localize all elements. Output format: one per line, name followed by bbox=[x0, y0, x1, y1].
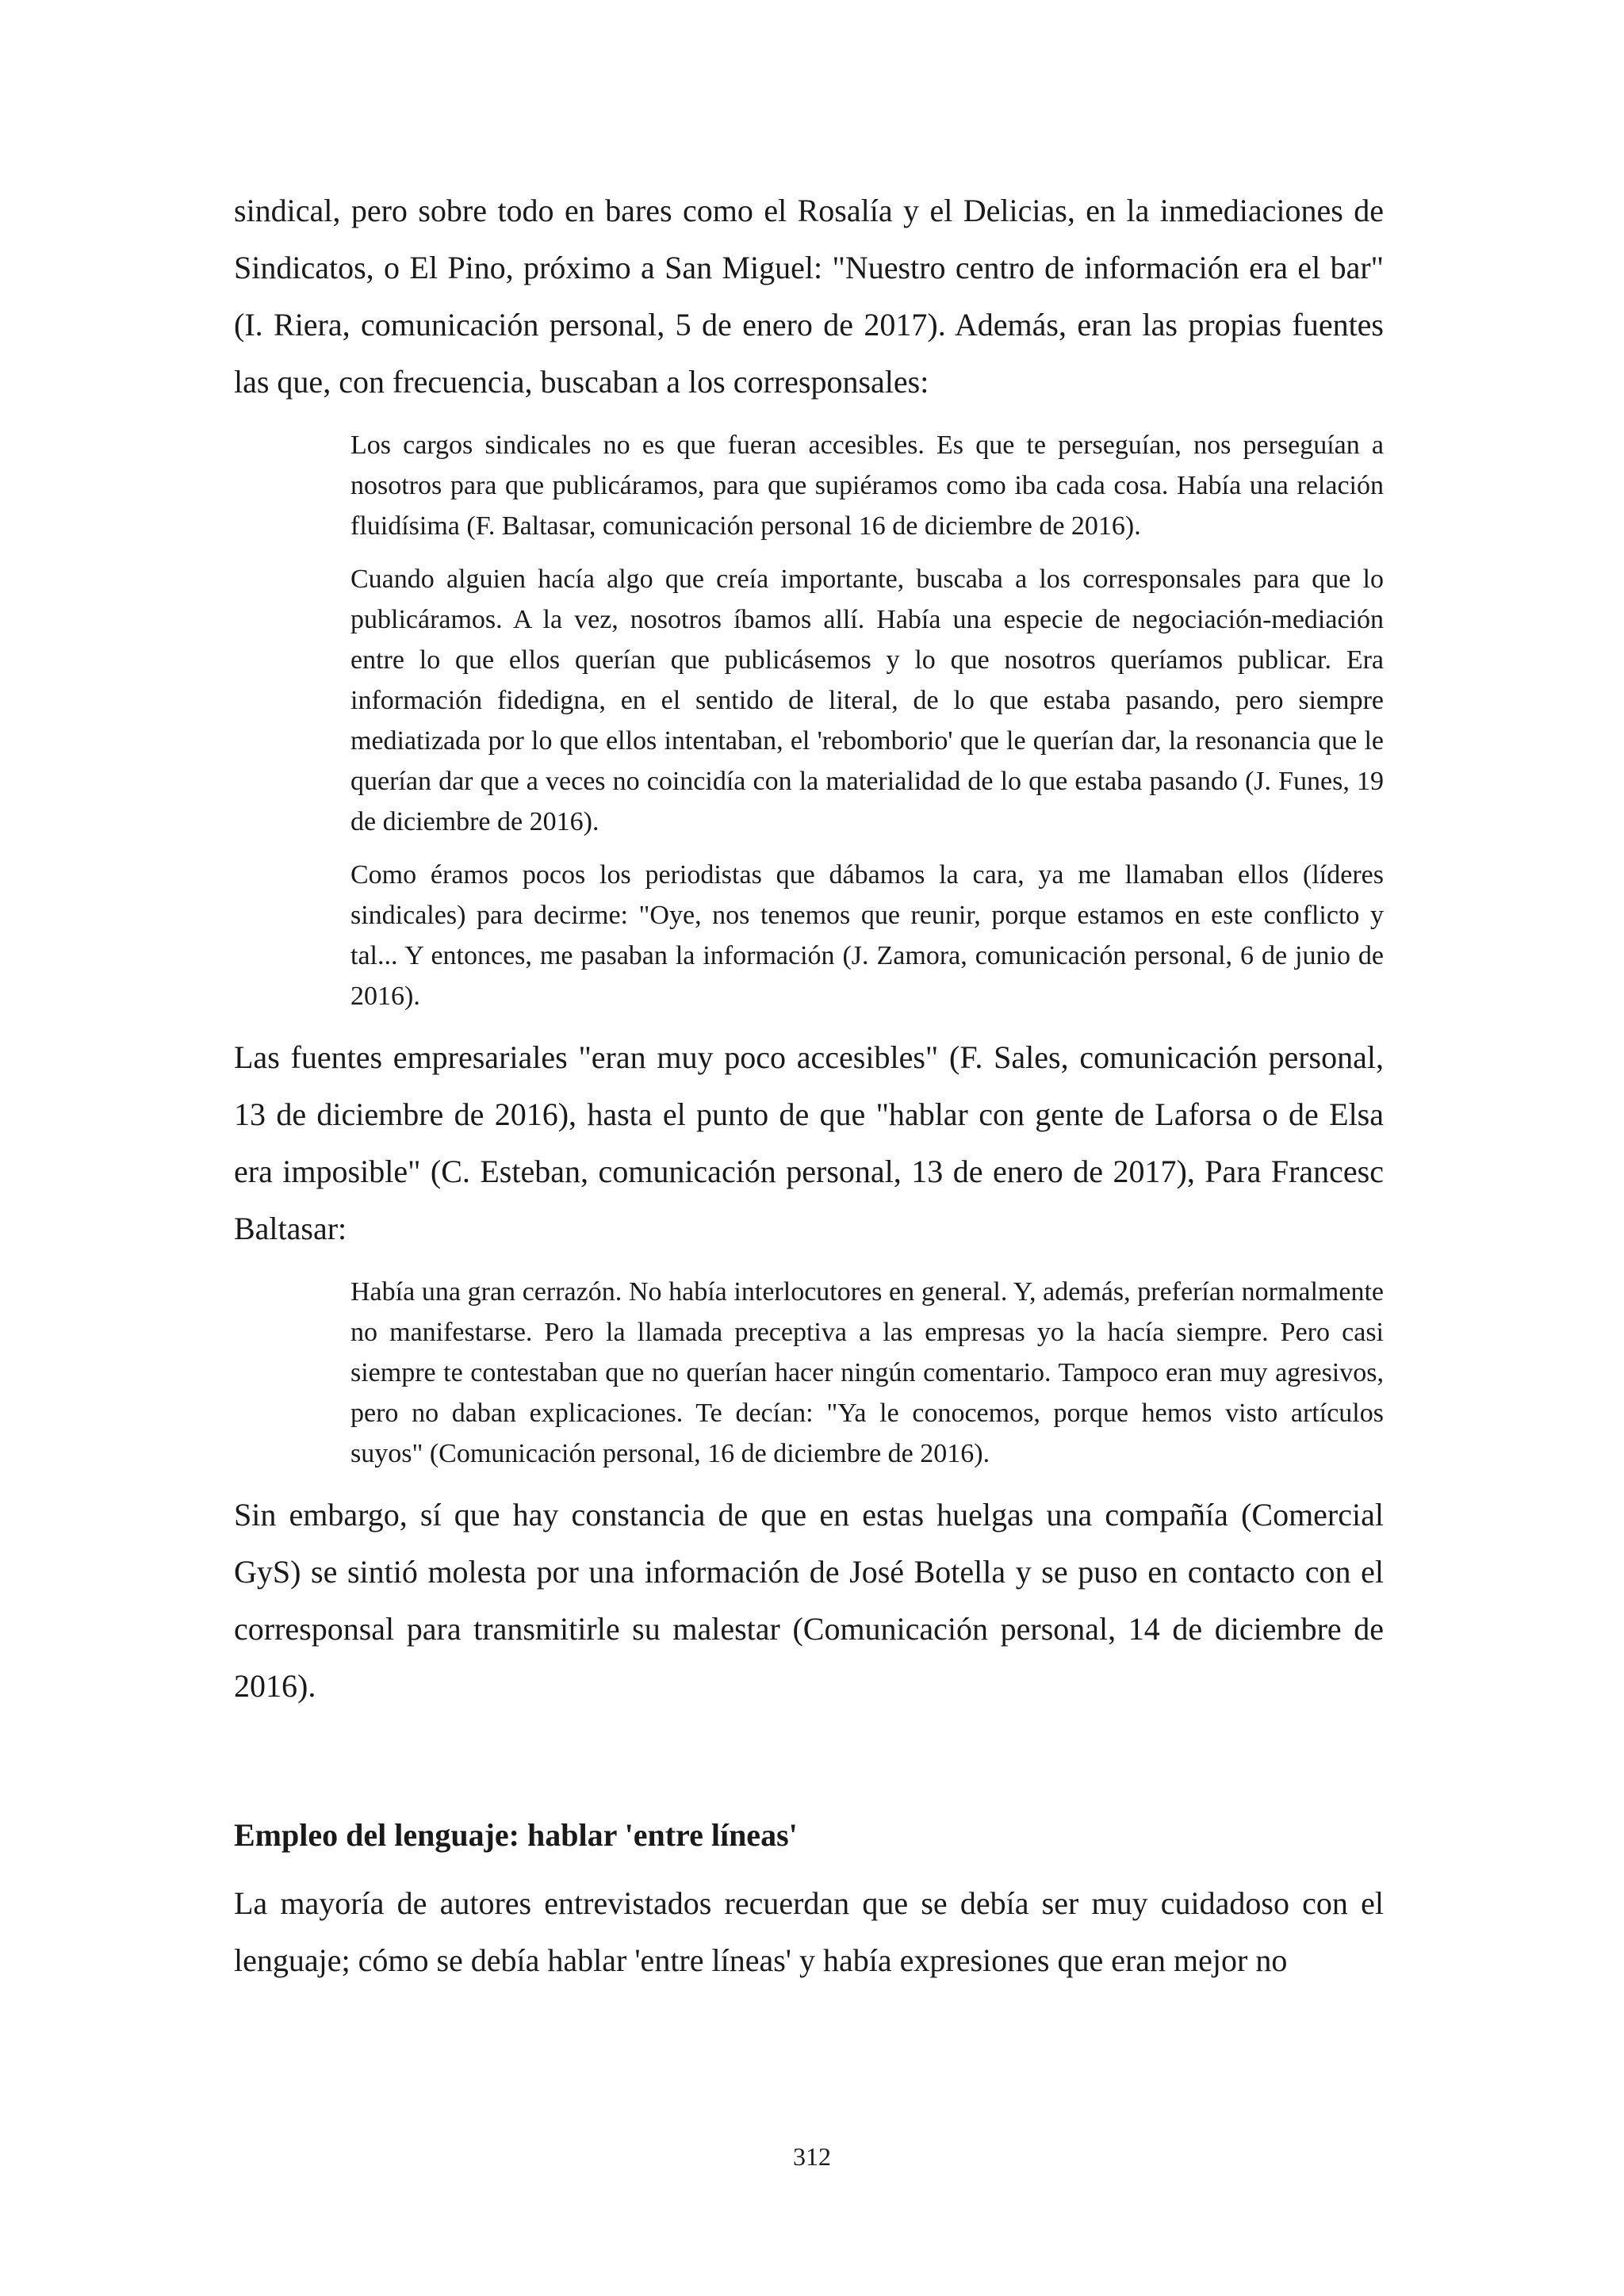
paragraph-sindical: sindical, pero sobre todo en bares como el Rosalía y el Delicias, en la inmediaciones de Sindicatos, o El Pino, próximo a San Miguel: "Nuestro centro de información era el bar" (I. Riera, comunicación personal, 5 de enero de 2017). Además, eran las propias fuentes las que, con frecuencia, buscaban a los corresponsales: bbox=[234, 193, 1384, 400]
section-heading: Empleo del lenguaje: hablar 'entre líneas' bbox=[234, 1817, 798, 1853]
page-number: 312 bbox=[793, 2142, 831, 2171]
page-content bbox=[234, 182, 1384, 1989]
quote-funes: Cuando alguien hacía algo que creía importante, buscaba a los corresponsales para que lo publicáramos. A la vez, nosotros íbamos allí. Había una especie de negociación-mediación entre lo que ellos querían que publicásemos y lo que nosotros queríamos publicar. Era información fidedigna, en el sentido de literal, de lo que estaba pasando, pero siempre mediatizada por lo que ellos intentaban, el 'rebomborio' que le querían dar, la resonancia que le querían dar que a veces no coincidía con la materialidad de lo que estaba pasando (J. Funes, 19 de diciembre de 2016). bbox=[350, 564, 1384, 836]
block-quote-sindicales bbox=[350, 425, 1384, 1016]
paragraph-fuentes-empresariales: Las fuentes empresariales "eran muy poco accesibles" (F. Sales, comunicación personal, 13 de diciembre de 2016), hasta el punto de que "hablar con gente de Laforsa o de Elsa era imposible" (C. Esteban, comunicación personal, 13 de enero de 2017), Para Francesc Baltasar: bbox=[234, 1039, 1384, 1246]
block-quote-empresas bbox=[350, 1272, 1384, 1474]
paragraph-lenguaje: La mayoría de autores entrevistados recuerdan que se debía ser muy cuidadoso con el lenguaje; cómo se debía hablar 'entre líneas' y había expresiones que eran mejor no bbox=[234, 1885, 1384, 1978]
quote-baltasar-empresas: Había una gran cerrazón. No había interlocutores en general. Y, además, preferían normalmente no manifestarse. Pero la llamada preceptiva a las empresas yo la hacía siempre. Pero casi siempre te contestaban que no querían hacer ningún comentario. Tampoco eran muy agresivos, pero no daban explicaciones. Te decían: "Ya le conocemos, porque hemos visto artículos suyos" (Comunicación personal, 16 de diciembre de 2016). bbox=[350, 1277, 1384, 1468]
quote-baltasar: Los cargos sindicales no es que fueran accesibles. Es que te perseguían, nos perseguían a nosotros para que publicáramos, para que supiéramos como iba cada cosa. Había una relación fluidísima (F. Baltasar, comunicación personal 16 de diciembre de 2016). bbox=[350, 430, 1384, 541]
quote-zamora: Como éramos pocos los periodistas que dábamos la cara, ya me llamaban ellos (líderes sindicales) para decirme: "Oye, nos tenemos que reunir, porque estamos en este conflicto y tal... Y entonces, me pasaban la información (J. Zamora, comunicación personal, 6 de junio de 2016). bbox=[350, 860, 1384, 1011]
paragraph-sin-embargo: Sin embargo, sí que hay constancia de que en estas huelgas una compañía (Comercial GyS) se sintió molesta por una información de José Botella y se puso en contacto con el corresponsal para transmitirle su malestar (Comunicación personal, 14 de diciembre de 2016). bbox=[234, 1497, 1384, 1704]
